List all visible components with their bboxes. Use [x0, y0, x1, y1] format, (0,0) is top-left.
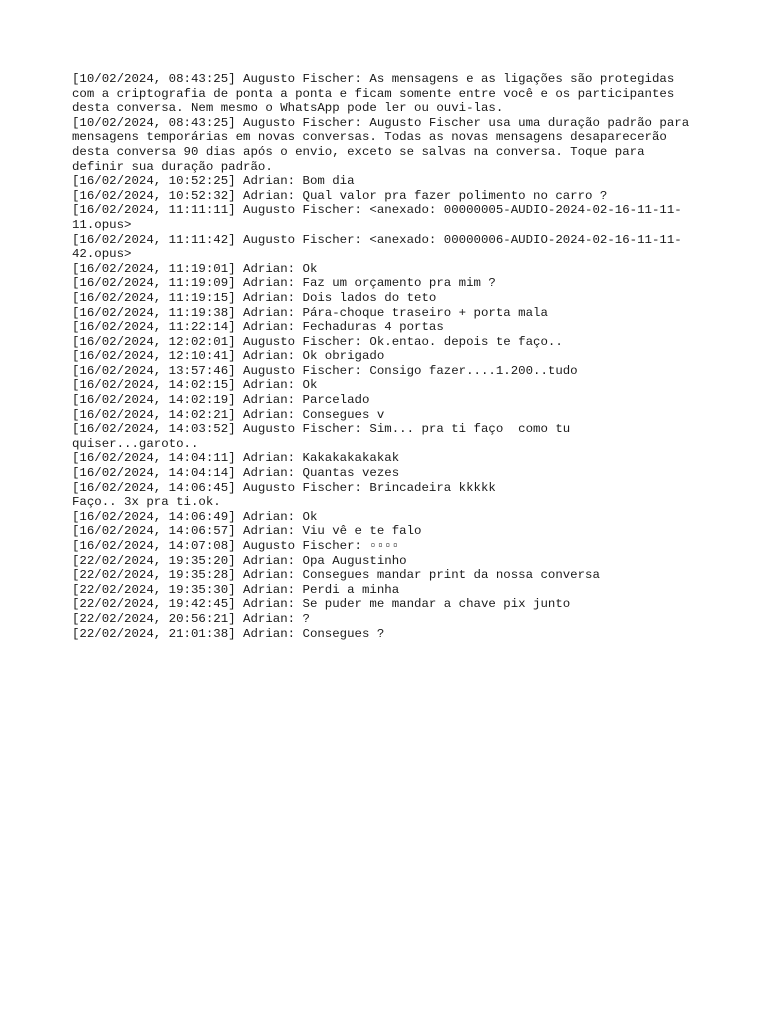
chat-log-line: [10/02/2024, 08:43:25] Augusto Fischer: Augusto Fischer usa uma duração padrão para mensagens temporárias em novas conversas. Todas as novas mensagens desaparecerão desta conversa 90 dias após o envio, exceto se salvas na conversa. Toque para definir sua duração padrão.	[72, 115, 690, 174]
chat-log-line: [22/02/2024, 19:35:28] Adrian: Consegues mandar print da nossa conversa	[72, 568, 600, 583]
chat-log-line: [16/02/2024, 12:10:41] Adrian: Ok obrigado	[72, 349, 385, 364]
chat-log-line: [16/02/2024, 11:19:38] Adrian: Pára-choque traseiro + porta mala	[72, 305, 548, 320]
chat-log-line: [16/02/2024, 11:19:15] Adrian: Dois lados do teto	[72, 290, 437, 305]
chat-log-line: [16/02/2024, 12:02:01] Augusto Fischer: Ok.entao. depois te faço..	[72, 334, 563, 349]
chat-log-line: [16/02/2024, 14:04:11] Adrian: Kakakakakakak	[72, 451, 400, 466]
chat-log-line: [16/02/2024, 14:02:19] Adrian: Parcelado	[72, 393, 370, 408]
chat-log-line: [16/02/2024, 14:02:21] Adrian: Consegues v	[72, 407, 385, 422]
chat-log-line: [16/02/2024, 14:04:14] Adrian: Quantas vezes	[72, 466, 400, 481]
chat-log-line: [16/02/2024, 14:02:15] Adrian: Ok	[72, 378, 318, 393]
chat-log-line: [22/02/2024, 19:42:45] Adrian: Se puder me mandar a chave pix junto	[72, 597, 571, 612]
chat-log-line: [16/02/2024, 14:07:08] Augusto Fischer: ▫▫▫▫	[72, 539, 400, 553]
chat-log-document	[72, 72, 702, 641]
chat-log-line: [22/02/2024, 21:01:38] Adrian: Consegues ?	[72, 626, 385, 641]
chat-log-line: [16/02/2024, 11:19:09] Adrian: Faz um orçamento pra mim ?	[72, 276, 496, 291]
chat-log-line: [16/02/2024, 11:19:01] Adrian: Ok	[72, 261, 318, 276]
chat-log-line: [16/02/2024, 14:06:45] Augusto Fischer: Brincadeira kkkkk Faço.. 3x pra ti.ok.	[72, 480, 496, 510]
chat-log-line: [22/02/2024, 20:56:21] Adrian: ?	[72, 611, 310, 626]
chat-log-line: [22/02/2024, 19:35:20] Adrian: Opa Augustinho	[72, 553, 407, 568]
chat-log-line: [16/02/2024, 14:06:49] Adrian: Ok	[72, 509, 318, 524]
chat-log-line: [16/02/2024, 14:06:57] Adrian: Viu vê e te falo	[72, 524, 422, 539]
chat-log-line: [16/02/2024, 11:11:42] Augusto Fischer: <anexado: 00000006-AUDIO-2024-02-16-11-11- 42.opus>	[72, 232, 682, 262]
chat-log-line: [16/02/2024, 14:03:52] Augusto Fischer: Sim... pra ti faço como tu quiser...garoto..	[72, 422, 571, 451]
chat-log-line: [10/02/2024, 08:43:25] Augusto Fischer: As mensagens e as ligações são protegidas com a criptografia de ponta a ponta e ficam somente entre você e os participantes desta conversa. Nem mesmo o WhatsApp pode ler ou ouvi-las.	[72, 72, 675, 116]
chat-log-line: [22/02/2024, 19:35:30] Adrian: Perdi a minha	[72, 582, 400, 597]
chat-log-line: [16/02/2024, 10:52:32] Adrian: Qual valor pra fazer polimento no carro ?	[72, 188, 608, 203]
chat-log-line: [16/02/2024, 10:52:25] Adrian: Bom dia	[72, 174, 355, 189]
chat-log-line: [16/02/2024, 13:57:46] Augusto Fischer: Consigo fazer....1.200..tudo	[72, 363, 578, 378]
chat-log-line: [16/02/2024, 11:11:11] Augusto Fischer: <anexado: 00000005-AUDIO-2024-02-16-11-11- 11.opus>	[72, 203, 682, 232]
chat-log-line: [16/02/2024, 11:22:14] Adrian: Fechaduras 4 portas	[72, 320, 444, 335]
